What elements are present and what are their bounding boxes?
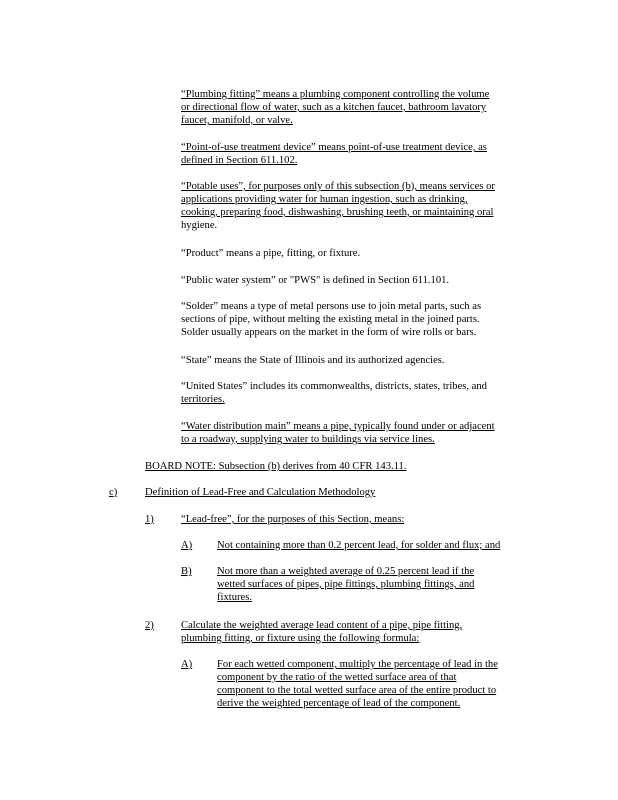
definition-point-of-use [181, 141, 543, 167]
board-note-text: BOARD NOTE: Subsection (b) derives from 40 CFR 143.11. [145, 461, 407, 472]
definition-line: “State” means the State of Illinois and its authorized agencies. [181, 355, 445, 366]
subitem-text-line: For each wetted component, multiply the percentage of lead in the [217, 659, 498, 670]
item-text [181, 513, 543, 526]
subitem-text [217, 658, 547, 710]
definition-public-water-system [181, 274, 543, 287]
definition-line: faucet, manifold, or valve. [181, 115, 293, 126]
definition-line: Solder usually appears on the market in the form of wire rolls or bars. [181, 327, 477, 338]
section-label-text: c) [109, 487, 118, 498]
definition-line: to a roadway, supplying water to buildings via service lines. [181, 434, 435, 445]
definition-line: “Water distribution main” means a pipe, typically found under or adjacent [181, 421, 495, 432]
definition-state [181, 354, 543, 367]
subitem-text-line: Not more than a weighted average of 0.25 percent lead if the [217, 566, 475, 577]
subitem-label [181, 565, 192, 578]
definition-line: “Product” means a pipe, fitting, or fixture. [181, 248, 361, 259]
definition-line: “United States” includes its commonwealths, districts, states, tribes, and [181, 381, 487, 392]
subitem-label-text: A) [181, 659, 193, 670]
section-label [109, 486, 117, 499]
subitem-label [181, 658, 192, 671]
item-label-text: 1) [145, 514, 154, 525]
definition-line: “Solder” means a type of metal persons use to join metal parts, such as [181, 301, 482, 312]
item-label [145, 513, 154, 526]
item-label-text: 2) [145, 620, 154, 631]
item-text-line: Calculate the weighted average lead content of a pipe, pipe fitting, [181, 620, 463, 631]
definition-united-states [181, 380, 543, 406]
definition-line: hygiene. [181, 220, 218, 231]
subitem-text-line: component to the total wetted surface area of the entire product to [217, 685, 497, 696]
item-label [145, 619, 154, 632]
board-note [145, 460, 545, 473]
definition-line: cooking, preparing food, dishwashing, brushing teeth, or maintaining oral [181, 207, 494, 218]
definition-line: “Public water system” or "PWS" is defined in Section 611.101. [181, 275, 450, 286]
subitem-text-line: component by the ratio of the wetted surface area of that [217, 672, 457, 683]
definition-water-distribution-main [181, 420, 543, 446]
item-text-line: plumbing fitting, or fixture using the following formula: [181, 633, 420, 644]
subitem-label-text: B) [181, 566, 192, 577]
definition-potable-uses [181, 180, 543, 232]
subitem-text-line: Not containing more than 0.2 percent lead, for solder and flux; and [217, 540, 501, 551]
definition-line: or directional flow of water, such as a kitchen faucet, bathroom lavatory [181, 102, 487, 113]
definition-line: “Point-of-use treatment device” means point-of-use treatment device, as [181, 142, 487, 153]
definition-solder [181, 300, 543, 339]
item-text-line: “Lead-free”, for the purposes of this Section, means: [181, 514, 405, 525]
subitem-label [181, 539, 192, 552]
subitem-text [217, 565, 547, 604]
definition-line: territories. [181, 394, 225, 405]
item-text [181, 619, 543, 645]
subitem-text [217, 539, 547, 552]
definition-line: “Plumbing fitting” means a plumbing component controlling the volume [181, 89, 490, 100]
definition-product [181, 247, 543, 260]
definition-line: sections of pipe, without melting the existing metal in the joined parts. [181, 314, 480, 325]
section-title [145, 486, 545, 499]
definition-line: defined in Section 611.102. [181, 155, 298, 166]
section-title-text: Definition of Lead-Free and Calculation Methodology [145, 487, 376, 498]
subitem-label-text: A) [181, 540, 193, 551]
subitem-text-line: derive the weighted percentage of lead of the component. [217, 698, 461, 709]
definition-line: “Potable uses”, for purposes only of this subsection (b), means services or [181, 181, 495, 192]
subitem-text-line: fixtures. [217, 592, 253, 603]
definition-line: applications providing water for human ingestion, such as drinking, [181, 194, 468, 205]
subitem-text-line: wetted surfaces of pipes, pipe fittings, plumbing fittings, and [217, 579, 475, 590]
definition-plumbing-fitting [181, 88, 543, 127]
